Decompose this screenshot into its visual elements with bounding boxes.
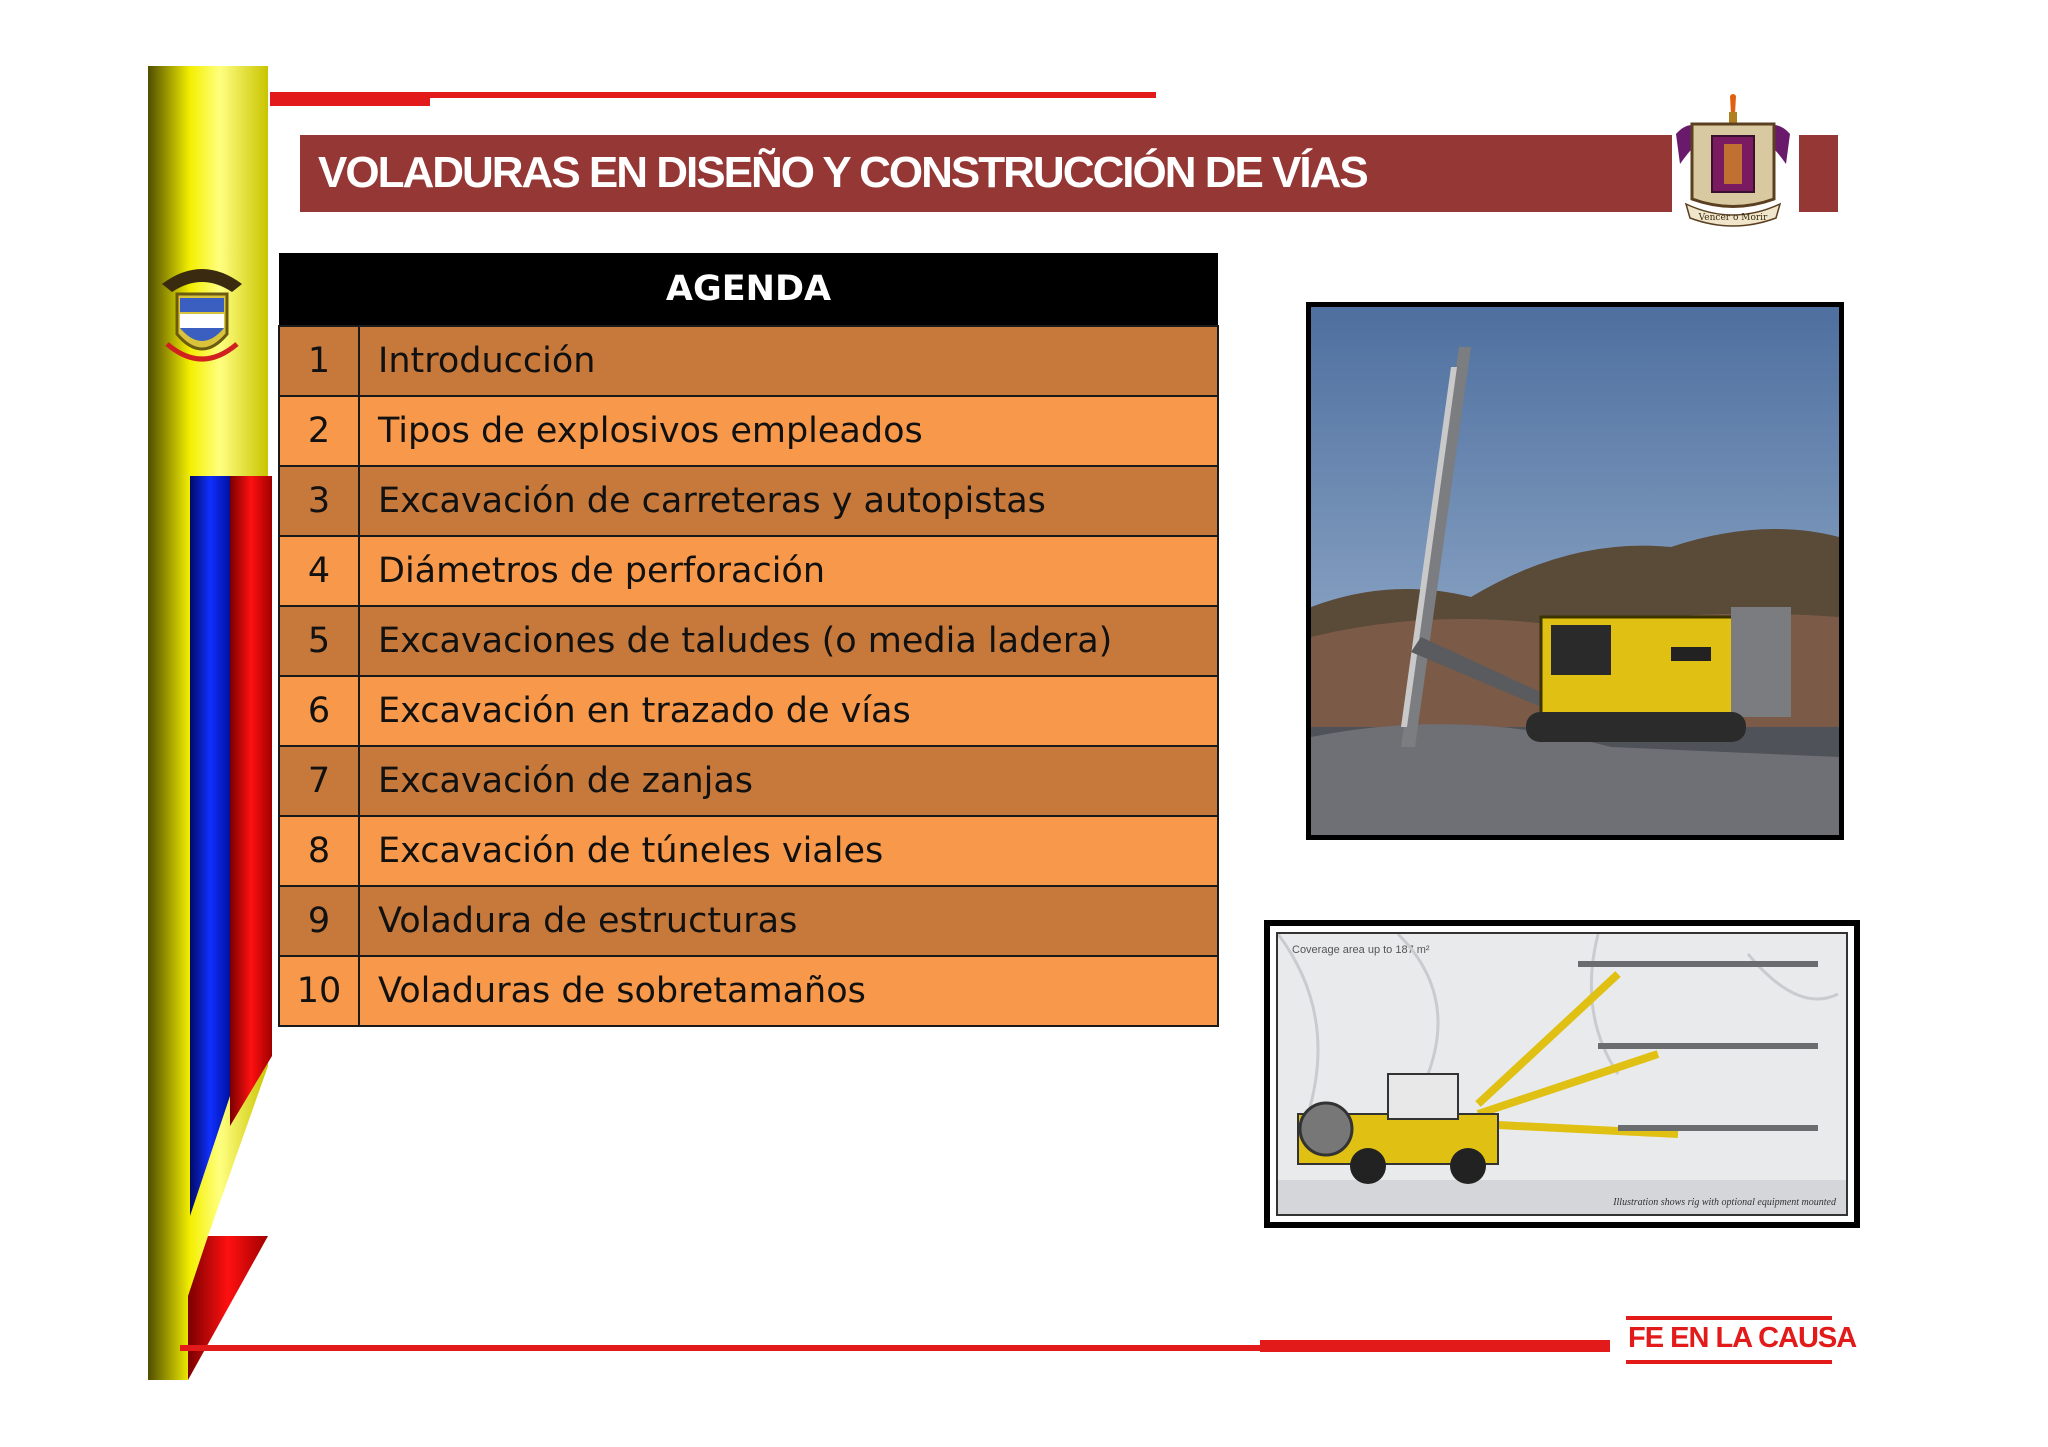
top-red-line-thick — [270, 96, 430, 106]
coverage-area-text: Coverage area up to 187 m² — [1292, 944, 1430, 956]
title-bar-end — [1799, 135, 1838, 212]
agenda-row — [279, 396, 1218, 466]
surface-drill-rig-icon — [1311, 307, 1839, 835]
motto-underline-top — [1626, 1316, 1832, 1320]
agenda-row — [279, 606, 1218, 676]
agenda-item-number: 5 — [279, 606, 359, 676]
agenda-row — [279, 466, 1218, 536]
agenda-item-number: 4 — [279, 536, 359, 606]
agenda-item-label: Tipos de explosivos empleados — [359, 396, 1218, 466]
agenda-item-label: Excavación de carreteras y autopistas — [359, 466, 1218, 536]
agenda-item-label: Excavaciones de taludes (o media ladera) — [359, 606, 1218, 676]
bottom-red-line-thick — [1260, 1340, 1610, 1352]
agenda-item-label: Voladura de estructuras — [359, 886, 1218, 956]
colombia-coat-of-arms-icon — [152, 254, 252, 378]
footer-motto: FE EN LA CAUSA — [1628, 1322, 1857, 1354]
agenda-table — [278, 253, 1219, 1027]
agenda-item-number: 6 — [279, 676, 359, 746]
tunnel-jumbo-illustration — [1264, 920, 1860, 1228]
agenda-item-label: Excavación de túneles viales — [359, 816, 1218, 886]
agenda-item-number: 8 — [279, 816, 359, 886]
drill-rig-photo — [1306, 302, 1844, 840]
agenda-item-number: 9 — [279, 886, 359, 956]
agenda-item-number: 1 — [279, 326, 359, 396]
agenda-row — [279, 536, 1218, 606]
agenda-row — [279, 326, 1218, 396]
agenda-item-label: Voladuras de sobretamaños — [359, 956, 1218, 1026]
academy-crest-icon — [1672, 94, 1794, 228]
agenda-row — [279, 886, 1218, 956]
agenda-row — [279, 676, 1218, 746]
agenda-item-number: 10 — [279, 956, 359, 1026]
agenda-item-label: Diámetros de perforación — [359, 536, 1218, 606]
tunnel-jumbo-frame — [1276, 932, 1848, 1216]
agenda-item-label: Excavación de zanjas — [359, 746, 1218, 816]
agenda-item-number: 2 — [279, 396, 359, 466]
agenda-item-label: Introducción — [359, 326, 1218, 396]
agenda-heading: AGENDA — [279, 253, 1218, 326]
illustration-caption: Illustration shows rig with optional equipment mounted — [1613, 1197, 1836, 1208]
svg-text:Vencer o Morir: Vencer o Morir — [1698, 213, 1768, 223]
agenda-row — [279, 816, 1218, 886]
agenda-row — [279, 956, 1218, 1026]
jumbo-drill-rig-icon — [1278, 934, 1848, 1216]
motto-underline-bottom — [1626, 1360, 1832, 1364]
agenda-item-label: Excavación en trazado de vías — [359, 676, 1218, 746]
agenda-row — [279, 746, 1218, 816]
agenda-item-number: 3 — [279, 466, 359, 536]
page-title: VOLADURAS EN DISEÑO Y CONSTRUCCIÓN DE VÍAS — [318, 148, 1367, 197]
agenda-item-number: 7 — [279, 746, 359, 816]
